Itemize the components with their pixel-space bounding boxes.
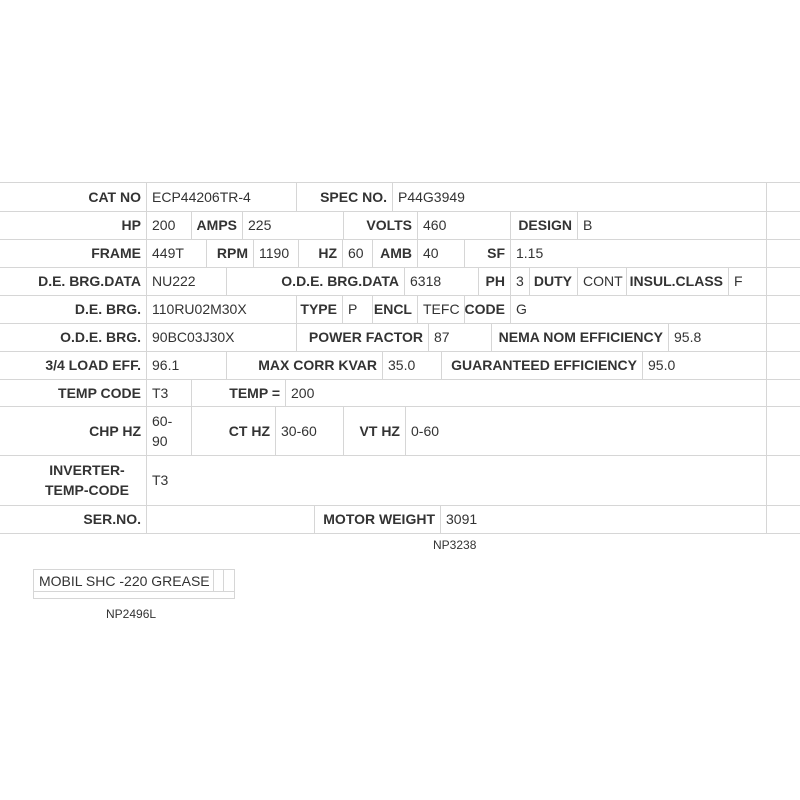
ode-brg-data-label: O.D.E. BRG.DATA (226, 267, 404, 295)
rpm-label: RPM (206, 239, 253, 267)
duty-value: CONT (577, 267, 626, 295)
max-corr-kvar-label: MAX CORR KVAR (226, 351, 382, 379)
vt-hz-label: VT HZ (343, 406, 405, 455)
volts-label: VOLTS (343, 211, 417, 239)
load-eff-value: 96.1 (146, 351, 226, 379)
ser-no-value (146, 505, 314, 533)
max-corr-kvar-value: 35.0 (382, 351, 441, 379)
row-cat-no (0, 183, 800, 212)
nema-nom-efficiency-value: 95.8 (668, 323, 767, 351)
grease-plate-id: NP2496L (106, 607, 157, 621)
hp-value: 200 (146, 211, 191, 239)
insul-class-label: INSUL.CLASS (626, 267, 728, 295)
ode-brg-data-value: 6318 (404, 267, 478, 295)
grease-type: MOBIL SHC -220 GREASE (34, 570, 214, 592)
de-brg-label: D.E. BRG. (74, 301, 141, 317)
inverter-temp-code-value: T3 (146, 455, 767, 505)
row-ode-brg (0, 323, 800, 352)
amps-label: AMPS (191, 211, 242, 239)
chp-hz-value: 60-90 (146, 406, 191, 455)
cat-no-value: ECP44206TR-4 (146, 183, 296, 211)
frame-value: 449T (146, 239, 206, 267)
rpm-value: 1190 (253, 239, 298, 267)
row-brg-data (0, 267, 800, 296)
de-brg-value: 110RU02M30X (146, 295, 296, 323)
hz-label: HZ (298, 239, 342, 267)
nameplate-id: NP3238 (433, 538, 477, 552)
nema-nom-efficiency-label: NEMA NOM EFFICIENCY (491, 323, 668, 351)
de-brg-data-value: NU222 (146, 267, 226, 295)
load-eff-label: 3/4 LOAD EFF. (45, 357, 141, 373)
cat-no-label: CAT NO (88, 189, 141, 205)
spec-no-value: P44G3949 (392, 183, 767, 211)
motor-weight-value: 3091 (440, 505, 767, 533)
ode-brg-label: O.D.E. BRG. (60, 329, 141, 345)
temp-code-value: T3 (146, 379, 191, 406)
grease-cell (224, 570, 234, 592)
spec-no-label: SPEC NO. (296, 183, 392, 211)
ph-value: 3 (510, 267, 529, 295)
insul-class-value: F (728, 267, 767, 295)
chp-hz-label: CHP HZ (89, 422, 141, 439)
hz-value: 60 (342, 239, 372, 267)
amb-label: AMB (372, 239, 417, 267)
ser-no-label: SER.NO. (83, 511, 141, 527)
grease-cell (214, 570, 224, 592)
grease-plate (33, 569, 235, 599)
duty-label: DUTY (529, 267, 577, 295)
row-chp-hz (0, 406, 800, 456)
ct-hz-value: 30-60 (275, 406, 343, 455)
amps-value: 225 (242, 211, 343, 239)
de-brg-data-label: D.E. BRG.DATA (38, 273, 141, 289)
temp-label: TEMP = (191, 379, 285, 406)
encl-value: TEFC (417, 295, 464, 323)
type-value: P (342, 295, 372, 323)
frame-label: FRAME (91, 245, 141, 261)
power-factor-label: POWER FACTOR (296, 323, 428, 351)
inverter-temp-code-label: INVERTER-TEMP-CODE (45, 462, 129, 498)
hp-label: HP (121, 217, 141, 233)
encl-label: ENCL (372, 295, 417, 323)
row-de-brg (0, 295, 800, 324)
row-temp-code (0, 379, 800, 407)
design-value: B (577, 211, 767, 239)
temp-code-label: TEMP CODE (58, 384, 141, 401)
row-inverter-temp-code (0, 455, 800, 506)
ct-hz-label: CT HZ (191, 406, 275, 455)
power-factor-value: 87 (428, 323, 491, 351)
row-frame (0, 239, 800, 268)
row-ser-no (0, 505, 800, 534)
temp-value: 200 (285, 379, 767, 406)
vt-hz-value: 0-60 (405, 406, 767, 455)
row-hp (0, 211, 800, 240)
guaranteed-efficiency-label: GUARANTEED EFFICIENCY (441, 351, 642, 379)
ph-label: PH (478, 267, 510, 295)
guaranteed-efficiency-value: 95.0 (642, 351, 767, 379)
sf-label: SF (464, 239, 510, 267)
code-value: G (510, 295, 767, 323)
ode-brg-value: 90BC03J30X (146, 323, 296, 351)
sf-value: 1.15 (510, 239, 767, 267)
row-load-eff (0, 351, 800, 380)
type-label: TYPE (296, 295, 342, 323)
amb-value: 40 (417, 239, 464, 267)
design-label: DESIGN (510, 211, 577, 239)
motor-weight-label: MOTOR WEIGHT (314, 505, 440, 533)
volts-value: 460 (417, 211, 510, 239)
code-label: CODE (464, 295, 510, 323)
